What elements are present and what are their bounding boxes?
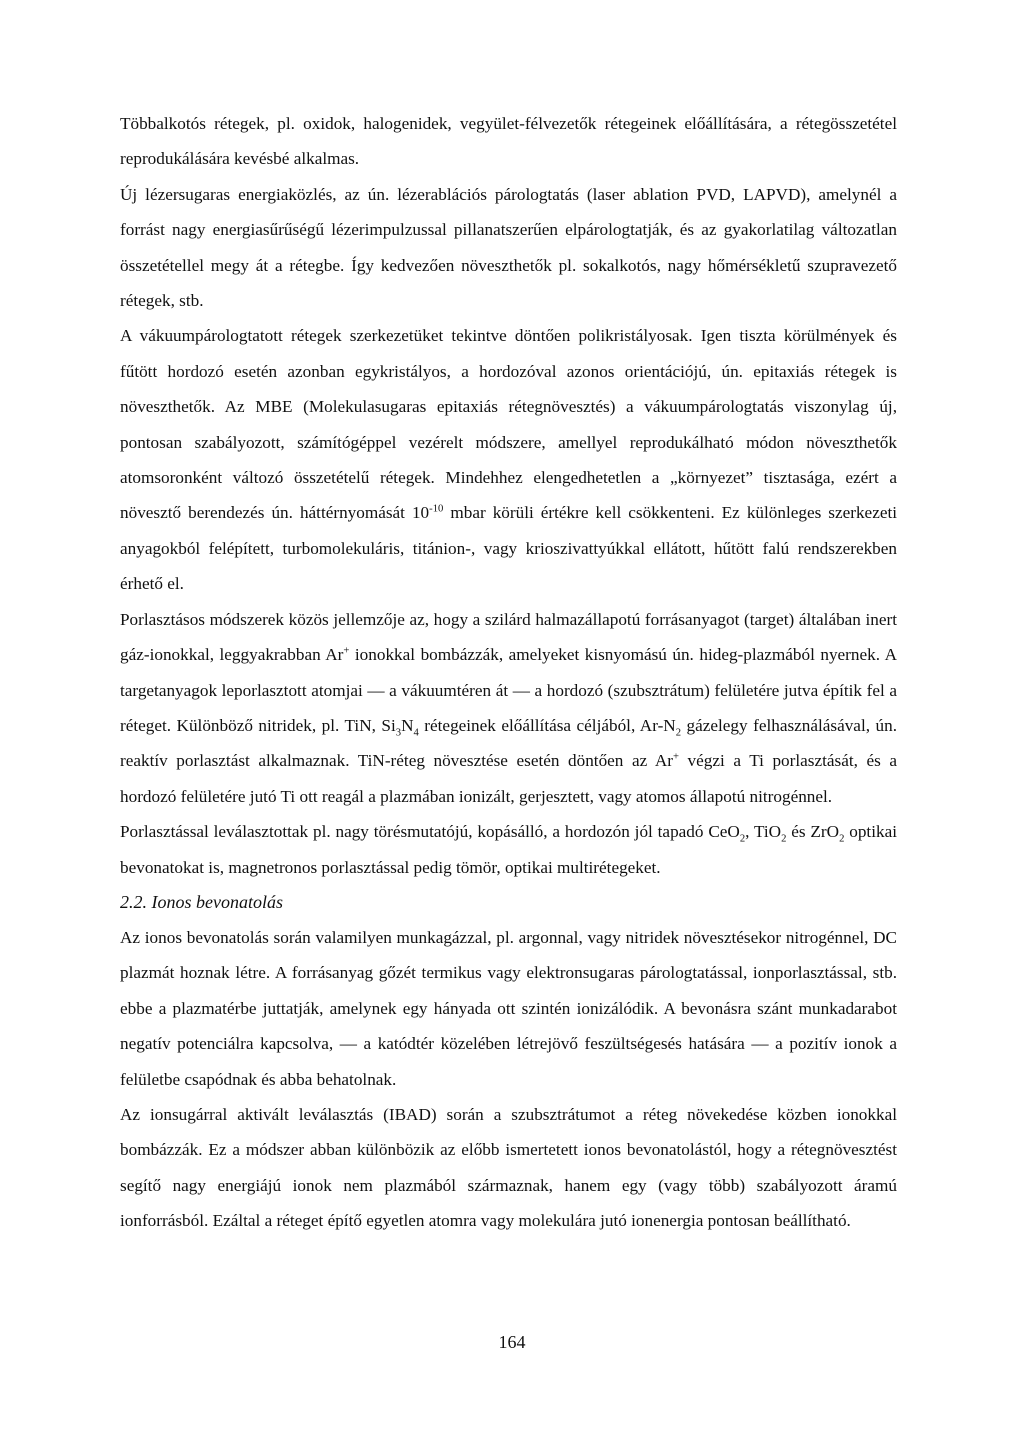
paragraph: Porlasztással leválasztottak pl. nagy törésmutatójú, kopásálló, a hordozón jól tapadó CeO$_2$, TiO$_2$ és ZrO$_2$ optikai bevonatokat is, magnetronos porlasztással pedig tömör, optikai multirétegeket. — [120, 822, 897, 877]
page-number: 164 — [498, 1332, 526, 1352]
paragraph: Az ionsugárral aktivált leválasztás (IBAD) során a szubsztrátumot a réteg növekedése közben ionokkal bombázzák. Ez a módszer abban különbözik az előbb ismertetett ionos bevonatolástól, hogy a rétegnövesztést segítő nagy energiájú ionok nem plazmából származnak, hanem egy (vagy több) szabályozott áramú ionforrásból. Ezáltal a réteget építő egyetlen atomra vagy molekulára jutó ionenergia pontosan beállítható. — [120, 1104, 897, 1231]
paragraph: Többalkotós rétegek, pl. oxidok, halogenidek, vegyület-félvezetők rétegeinek előállítására, a rétegösszetétel reprodukálására kevésbé alkalmas. — [120, 114, 897, 169]
paragraph: Az ionos bevonatolás során valamilyen munkagázzal, pl. argonnal, vagy nitridek növesztésekor nitrogénnel, DC plazmát hoznak létre. A forrásanyag gőzét termikus vagy elektronsugaras párologtatással, ionporlasztással, stb. ebbe a plazmatérbe juttatják, amelynek egy hányada ott szintén ionizálódik. A bevonásra szánt munkadarabot negatív potenciálra kapcsolva, — a katódtér közelében létrejövő feszültségesés hatására — a pozitív ionok a felületbe csapódnak és abba behatolnak. — [120, 927, 897, 1089]
section-heading: 2.2. Ionos bevonatolás — [120, 891, 283, 912]
paragraph: Új lézersugaras energiaközlés, az ún. lézerablációs párologtatás (laser ablation PVD, LAPVD), amelynél a forrást nagy energiasűrűségű lézerimpulzussal pillanatszerűen elpárologtatják, és az gyakorlatilag változatlan összetétellel megy át a rétegbe. Így kedvezően növeszthetők pl. sokalkotós, nagy hőmérsékletű szupravezető rétegek, stb. — [120, 184, 897, 311]
paragraph: Porlasztásos módszerek közös jellemzője az, hogy a szilárd halmazállapotú forrásanyagot (target) általában inert gáz-ionokkal, leggyakrabban Ar+ ionokkal bombázzák, amelyeket kisnyomású ún. hideg-plazmából nyernek. A targetanyagok leporlasztott atomjai — a vákuumtéren át — a hordozó (szubsztrátum) felületére jutva építik fel a réteget. Különböző nitridek, pl. TiN, $Si_3N_4$ rétegeinek előállítása céljából, $Ar-N_2$ gázelegy felhasználásával, ún. reaktív porlasztást alkalmaznak. TiN-réteg növesztése esetén döntően az Ar+ végzi a Ti porlasztását, és a hordozó felületére jutó Ti ott reagál a plazmában ionizált, gerjesztett, vagy atomos állapotú nitrogénnel. — [120, 609, 897, 806]
paragraph: A vákuumpárologtatott rétegek szerkezetüket tekintve döntően polikristályosak. Igen tiszta körülmények és fűtött hordozó esetén azonban egykristályos, a hordozóval azonos orientációjú, ún. epitaxiás rétegek is növeszthetők. Az MBE (Molekulasugaras epitaxiás rétegnövesztés) a vákuumpárologtatás viszonylag új, pontosan szabályozott, számítógéppel vezérelt módszere, amellyel reprodukálható módon növeszthetők atomsoronként változó összetételű rétegek. Mindehhez elengedhetetlen a „környezet” tisztasága, ezért a növesztő berendezés ún. háttérnyomását $10^{-10}$ mbar körüli értékre kell csökkenteni. Ez különleges szerkezeti anyagokból felépített, turbomolekuláris, titánion-, vagy krioszivattyúkkal ellátott, hűtött falú rendszerekben érhető el. — [120, 326, 897, 594]
document-body — [120, 106, 897, 1239]
